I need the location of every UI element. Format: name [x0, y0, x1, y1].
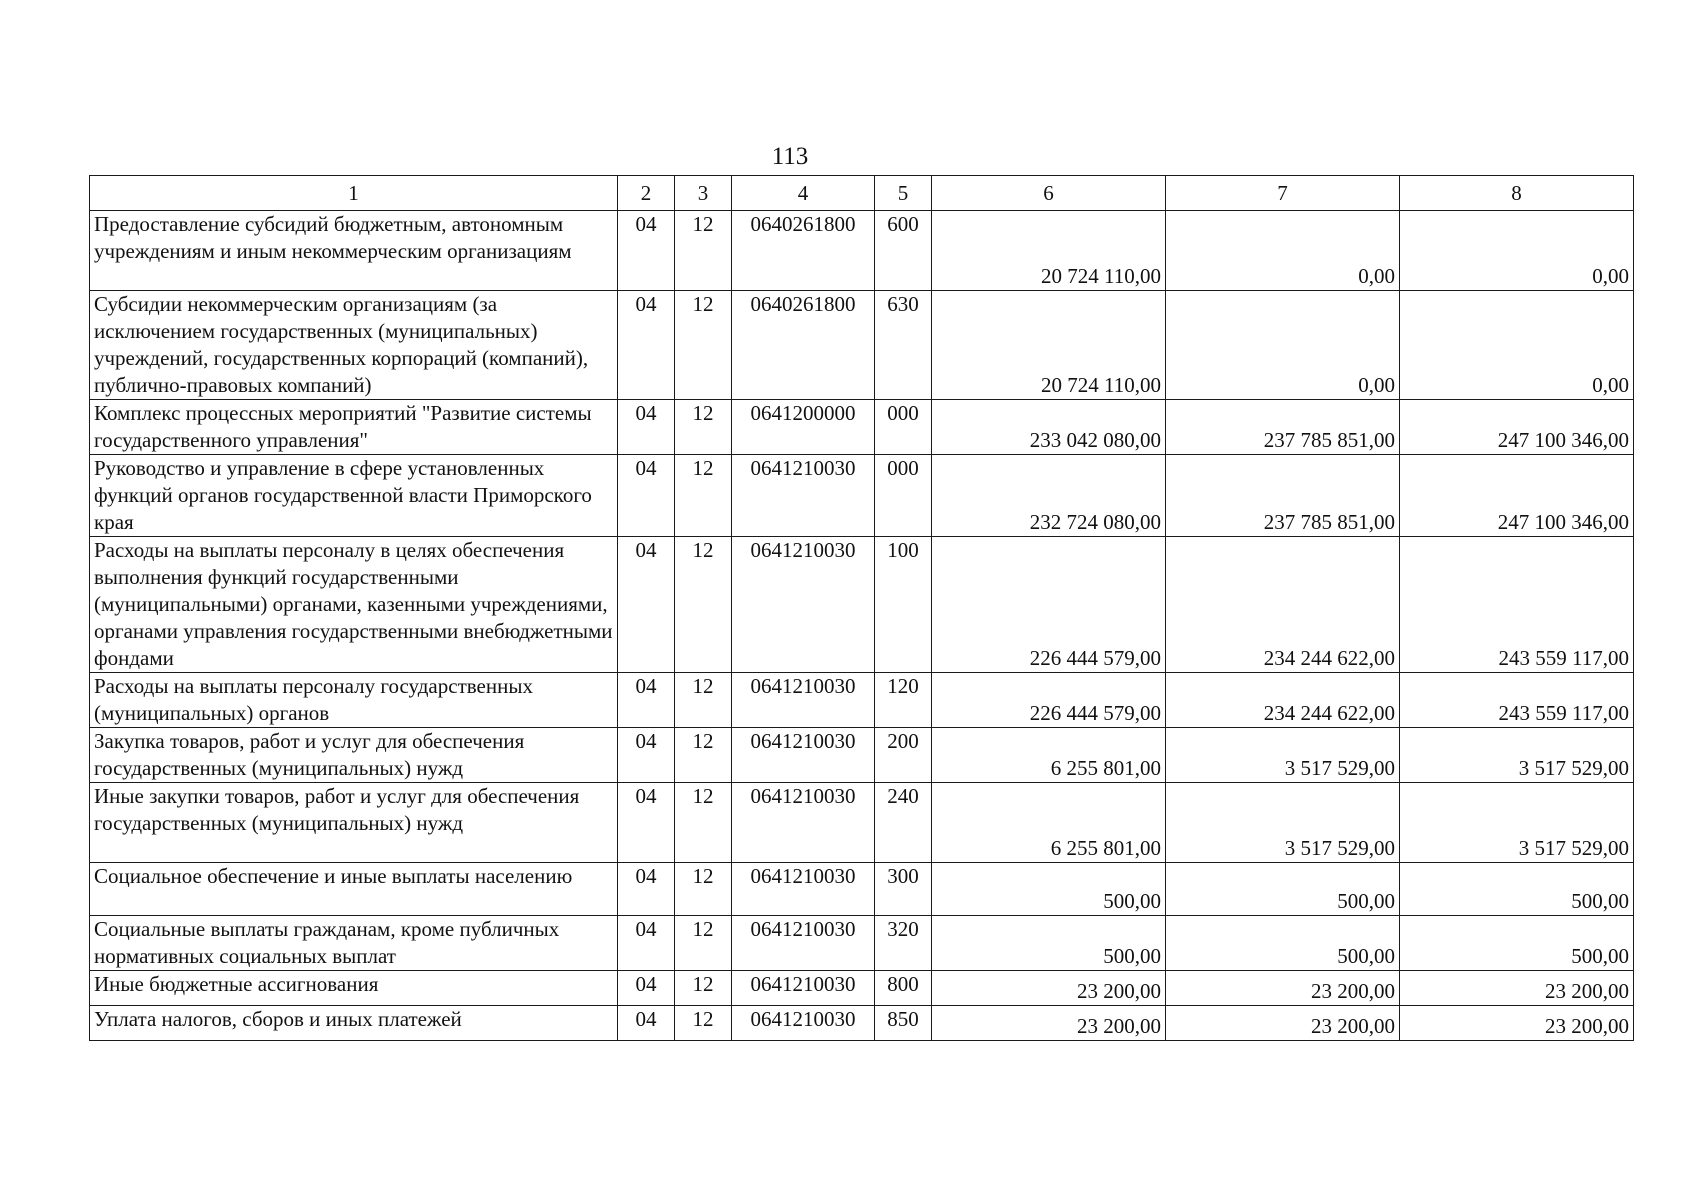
expense-type-code: 630	[875, 291, 932, 400]
subsection-code: 12	[675, 916, 732, 971]
amount-column-6: 20 724 110,00	[932, 211, 1166, 291]
column-number-6: 6	[932, 176, 1166, 211]
amount-column-6: 500,00	[932, 863, 1166, 916]
table-row	[90, 1006, 1634, 1041]
expense-type-code: 240	[875, 783, 932, 863]
column-number-header-row	[90, 176, 1634, 211]
table-row	[90, 916, 1634, 971]
section-code: 04	[618, 971, 675, 1006]
amount-column-7: 234 244 622,00	[1166, 537, 1400, 673]
amount-column-8: 247 100 346,00	[1400, 400, 1634, 455]
amount-column-6: 226 444 579,00	[932, 673, 1166, 728]
amount-column-8: 23 200,00	[1400, 1006, 1634, 1041]
expense-type-code: 200	[875, 728, 932, 783]
target-item-code: 0641210030	[732, 455, 875, 537]
target-item-code: 0641200000	[732, 400, 875, 455]
section-code: 04	[618, 783, 675, 863]
amount-column-7: 3 517 529,00	[1166, 783, 1400, 863]
expense-type-code: 850	[875, 1006, 932, 1041]
amount-column-8: 243 559 117,00	[1400, 673, 1634, 728]
target-item-code: 0641210030	[732, 971, 875, 1006]
amount-column-8: 3 517 529,00	[1400, 783, 1634, 863]
amount-column-6: 6 255 801,00	[932, 728, 1166, 783]
expense-item-name: Субсидии некоммерческим организациям (за исключением государственных (муниципальных) учреждений, государственных корпораций (компаний), публично-правовых компаний)	[90, 291, 618, 400]
amount-column-8: 0,00	[1400, 291, 1634, 400]
section-code: 04	[618, 1006, 675, 1041]
subsection-code: 12	[675, 673, 732, 728]
table-row	[90, 211, 1634, 291]
amount-column-6: 500,00	[932, 916, 1166, 971]
expense-item-name: Предоставление субсидий бюджетным, автономным учреждениям и иным некоммерческим организациям	[90, 211, 618, 291]
target-item-code: 0641210030	[732, 863, 875, 916]
target-item-code: 0641210030	[732, 728, 875, 783]
expense-type-code: 000	[875, 400, 932, 455]
amount-column-7: 234 244 622,00	[1166, 673, 1400, 728]
amount-column-6: 226 444 579,00	[932, 537, 1166, 673]
subsection-code: 12	[675, 537, 732, 673]
amount-column-7: 237 785 851,00	[1166, 455, 1400, 537]
amount-column-6: 23 200,00	[932, 1006, 1166, 1041]
expense-type-code: 320	[875, 916, 932, 971]
column-number-8: 8	[1400, 176, 1634, 211]
target-item-code: 0641210030	[732, 537, 875, 673]
expense-item-name: Уплата налогов, сборов и иных платежей	[90, 1006, 618, 1041]
subsection-code: 12	[675, 455, 732, 537]
expense-item-name: Иные бюджетные ассигнования	[90, 971, 618, 1006]
target-item-code: 0641210030	[732, 916, 875, 971]
amount-column-6: 20 724 110,00	[932, 291, 1166, 400]
amount-column-8: 243 559 117,00	[1400, 537, 1634, 673]
table-row	[90, 783, 1634, 863]
section-code: 04	[618, 537, 675, 673]
amount-column-8: 500,00	[1400, 863, 1634, 916]
expense-item-name: Комплекс процессных мероприятий "Развитие системы государственного управления"	[90, 400, 618, 455]
target-item-code: 0641210030	[732, 1006, 875, 1041]
subsection-code: 12	[675, 211, 732, 291]
section-code: 04	[618, 673, 675, 728]
table-row	[90, 728, 1634, 783]
subsection-code: 12	[675, 971, 732, 1006]
expense-item-name: Закупка товаров, работ и услуг для обеспечения государственных (муниципальных) нужд	[90, 728, 618, 783]
column-number-3: 3	[675, 176, 732, 211]
amount-column-8: 0,00	[1400, 211, 1634, 291]
amount-column-8: 23 200,00	[1400, 971, 1634, 1006]
amount-column-6: 6 255 801,00	[932, 783, 1166, 863]
amount-column-7: 500,00	[1166, 916, 1400, 971]
target-item-code: 0640261800	[732, 211, 875, 291]
amount-column-8: 247 100 346,00	[1400, 455, 1634, 537]
target-item-code: 0640261800	[732, 291, 875, 400]
table-row	[90, 673, 1634, 728]
amount-column-7: 23 200,00	[1166, 971, 1400, 1006]
table-row	[90, 455, 1634, 537]
amount-column-6: 233 042 080,00	[932, 400, 1166, 455]
expense-type-code: 100	[875, 537, 932, 673]
table-row	[90, 863, 1634, 916]
table-row	[90, 971, 1634, 1006]
section-code: 04	[618, 291, 675, 400]
budget-table	[89, 175, 1634, 1041]
subsection-code: 12	[675, 1006, 732, 1041]
amount-column-7: 3 517 529,00	[1166, 728, 1400, 783]
amount-column-6: 232 724 080,00	[932, 455, 1166, 537]
section-code: 04	[618, 400, 675, 455]
expense-item-name: Иные закупки товаров, работ и услуг для обеспечения государственных (муниципальных) нужд	[90, 783, 618, 863]
column-number-7: 7	[1166, 176, 1400, 211]
column-number-2: 2	[618, 176, 675, 211]
expense-item-name: Социальные выплаты гражданам, кроме публичных нормативных социальных выплат	[90, 916, 618, 971]
table-row	[90, 291, 1634, 400]
amount-column-7: 500,00	[1166, 863, 1400, 916]
expense-type-code: 600	[875, 211, 932, 291]
expense-item-name: Расходы на выплаты персоналу в целях обеспечения выполнения функций государственными (муниципальными) органами, казенными учреждениями, органами управления государственными внебюджетными фондами	[90, 537, 618, 673]
amount-column-7: 23 200,00	[1166, 1006, 1400, 1041]
expense-type-code: 000	[875, 455, 932, 537]
target-item-code: 0641210030	[732, 783, 875, 863]
subsection-code: 12	[675, 291, 732, 400]
expense-type-code: 120	[875, 673, 932, 728]
expense-type-code: 300	[875, 863, 932, 916]
expense-item-name: Социальное обеспечение и иные выплаты населению	[90, 863, 618, 916]
amount-column-6: 23 200,00	[932, 971, 1166, 1006]
section-code: 04	[618, 728, 675, 783]
section-code: 04	[618, 863, 675, 916]
subsection-code: 12	[675, 400, 732, 455]
amount-column-8: 500,00	[1400, 916, 1634, 971]
table-row	[90, 400, 1634, 455]
expense-type-code: 800	[875, 971, 932, 1006]
amount-column-7: 237 785 851,00	[1166, 400, 1400, 455]
column-number-5: 5	[875, 176, 932, 211]
subsection-code: 12	[675, 783, 732, 863]
column-number-4: 4	[732, 176, 875, 211]
amount-column-7: 0,00	[1166, 291, 1400, 400]
amount-column-8: 3 517 529,00	[1400, 728, 1634, 783]
subsection-code: 12	[675, 728, 732, 783]
section-code: 04	[618, 455, 675, 537]
expense-item-name: Расходы на выплаты персоналу государственных (муниципальных) органов	[90, 673, 618, 728]
page-number: 113	[771, 143, 809, 170]
target-item-code: 0641210030	[732, 673, 875, 728]
subsection-code: 12	[675, 863, 732, 916]
column-number-1: 1	[90, 176, 618, 211]
amount-column-7: 0,00	[1166, 211, 1400, 291]
expense-item-name: Руководство и управление в сфере установленных функций органов государственной власти Приморского края	[90, 455, 618, 537]
table-body	[90, 176, 1634, 1041]
section-code: 04	[618, 211, 675, 291]
section-code: 04	[618, 916, 675, 971]
table-row	[90, 537, 1634, 673]
